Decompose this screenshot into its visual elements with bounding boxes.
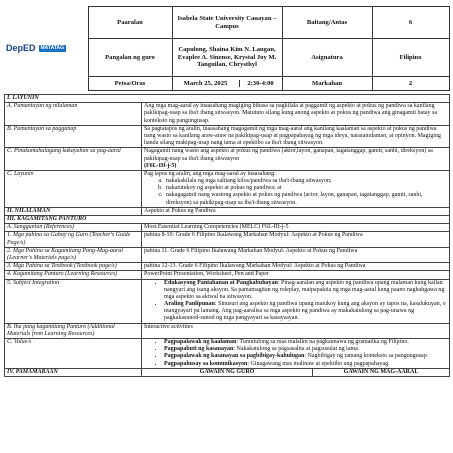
subject-item: • Edukasyong Pantahanan at Pangkabuhayan: Pinag-aaralan ang aspekto ng pandiwa upang malaman kung kailan nangyari ang isang aksyon. Sa pamamagitan ng roleplay, maipapakita ng mga mag-aaral kung paano naghahgawa ng mga aspekto sa aktwal na sitwasyon. [164,280,447,302]
section-pamamaraan: IV. PAMAMARAAN [7,368,58,375]
baitang-value: 6 [372,7,449,39]
sanggunian-label: A. Sanggunian (References) [5,224,142,232]
iba-text: Interactive activities [142,323,450,338]
baitang-label: Baitang/Antas [282,7,372,39]
section-kagamitang: III. KAGAMITANG PANTURO [5,216,450,224]
deped-logo [6,43,86,53]
subject-integration-list [144,280,447,323]
kasanayan-label: C. Pinakamahalagang kakayahan sa pag-aaral [5,148,142,171]
guro-label: Pangalan ng guro [88,39,172,77]
lr-label: 4. Kagamitang Panturo (Learning Resources) [5,271,142,279]
nilalaman-value: Aspekto at Pokus ng Pandiwa [142,207,450,215]
petsa-value: March 25, 2025 [173,80,240,88]
header-table [4,6,450,91]
layunin-c-label: C. Layunin [5,170,142,207]
deped-logo-text: DepED [6,43,36,54]
value-item: • Pagpapalawak ng kaalaman: Tumutulong sa mas malalim na pagkaunawa ng gramatika ng Filipino. [164,339,447,346]
layunin-item: a. nakakakilala ng mga salitang kilos/pandiwa sa iba't-ibang sitwasyon; [164,178,447,185]
value-item: • Pagpapabuti ng kasanayan: Nakakatulong sa pagsasalita at pagsusulat ng tama. [164,346,447,353]
gawain-magaaral-heading: GAWAIN NG MAG-AARAL [343,368,419,375]
textbook-label: 3. Mga Pahina sa Textbook (Textbook page/s) [5,263,142,271]
pamantayan-nilalaman-text: Ang mga mag-aaral ay inaasahang magiging bihasa sa pagkilala at paggamit ng aspekto at pokus ng pandiwa sa kanilang pakikipag-usap sa iba't ibang sitwasyon. Matututo silang kung anong aspekto at pokus ng pandiwa ang ginagamit batay sa konteksto ng pangungusap. [142,103,450,126]
values-label: C. Value/s [5,339,142,369]
lr-text: PowerPoint Presentation, Worksheet, Pen and Paper [142,271,450,279]
textbook-text: pahina 12-13. Grade 6 Filipino Ikalawang Markahan Modyul: Aspekto at Pokus ng Pandiwa [142,263,450,271]
guro-value: Capulong, Shaina Kim N. Laugan, Evaplee A. Sinense, Krystal Joy M. Tanguilan, Chrysthyl [172,39,282,77]
values-cell [142,339,450,369]
pamantayan-pagganap-label: B. Pamantayan sa pagganap [5,125,142,148]
asignatura-value: Filipino [372,39,449,77]
markahan-value: 2 [372,77,449,91]
oras-value: 2:30-4:00 [247,79,274,87]
layunin-list [144,178,447,207]
gabay-label: 1. Mga pahina sa Gabay ng Guro (Teacher's Guide Page/s) [5,232,142,247]
layunin-item: b. nakatutukoy ng aspekto at pokus ng pandiwa; at [164,185,447,192]
kagamitang-pangmag-label: 2. Mga Pahina sa Kagamitang Pang-Mag-aaral (Learner's Materials page/s) [5,247,142,262]
value-item: • Pagpapahusay sa komunikasyon: Ginagawang mas malinaw at epektibo ang pagpapahayag. [164,361,447,368]
layunin-item: c. nakagagamit nang wastong aspekto at pokus ng pandiwa (actor, layon, ganapan, tagatanggap, gamit, sanhi, direksyon) sa pakikipag-usap sa iba't-ibang sitwasyon. [164,192,447,206]
kasanayan-cell [142,148,450,171]
logo-cell [4,7,88,91]
subject-integration-label: 5. Subject Integration [5,279,142,323]
section-layunin: I. LAYUNIN [5,95,450,103]
lesson-plan-table [4,94,450,377]
gabay-text: pahina 8-10: Grade 6 Filipino Ikalawang Markahan Modyul: Aspekto at Pokus ng Pandiwa [142,232,450,247]
asignatura-label: Asignatura [282,39,372,77]
value-item: • Pagpapalawak ng kasanayan sa pagbibigay-kahulugan: Nagbibigay ng tamang konteksto sa pangungusap [164,353,447,360]
pamantayan-nilalaman-label: A. Pamantayan ng nilalaman [5,103,142,126]
matatag-logo: MATATAG [40,44,65,51]
subject-item: • Araling Panlipunan: Sinusuri ang aspekto ng pandiwa upang matukoy kung ang aksyon ay tapos na, kasalukuyan, o mangyayari pa lamang. Ang pag-aaralisa sa mga aspekto ng pandiwa ay makakatulong sa pag-unawa ng pagkakasunod-sunod ng mga pangyayari sa kasaysayan. [164,301,447,323]
gawain-guro-heading: GAWAIN NG GURO [142,369,313,376]
kagamitang-pangmag-text: pahina 11. Grade 6 Filipino Ikalawang Markahan Modyul: Aspekto at Pokus ng Pandiwa [142,247,450,262]
markahan-label: Markahan [282,77,372,91]
sanggunian-text: Most Essential Learning Competencies (MELC) F6L-IIf-j-5 [142,224,450,232]
layunin-c-cell [142,170,450,207]
pamantayan-pagganap-text: Sa pagtatapos ng aralin, inaasahang magagamit ng mga mag-aaral ang kanilang kaalaman sa aspekto at pokus ng pandiwa nang wasto sa kanilang araw-araw na pakikipag-usap at pagpapahayag ng mga ideya, nararamdaman, at opinyon. Magiging handa silang makipag-usap nang tama at epektibo sa iba't ibang sitwasyon. [142,125,450,148]
petsa-row-values [172,77,282,91]
values-list [144,339,447,368]
subject-integration-cell [142,279,450,323]
paaralan-value: Isabela State University Cauayan – Campus [172,7,282,39]
kasanayan-text: Nagagamit nang wasto ang aspekto at pokus ng pandiwa (aktor,layon, ganapan, tagatanggap, gamit, sanhi, direksyon) sa pakikipag-usap sa iba't ibang sitwasyon [144,148,433,162]
iba-label: B. Iba pang kagamitang Panturo (Additional Materials from Learning Resources) [5,323,142,338]
gawain-header-cell [142,368,450,376]
section-nilalaman: II. NILALAMAN [5,207,142,215]
layunin-intro: Pag tapos ng aralin, ang mga mag-aaral ay inaasahang: [144,170,276,177]
pamamaraan-cell [5,368,142,376]
petsa-label: Petsa/Oras [88,77,172,91]
kasanayan-code: (F6L-IIf-j-5) [144,162,177,169]
paaralan-label: Paaralan [88,7,172,39]
